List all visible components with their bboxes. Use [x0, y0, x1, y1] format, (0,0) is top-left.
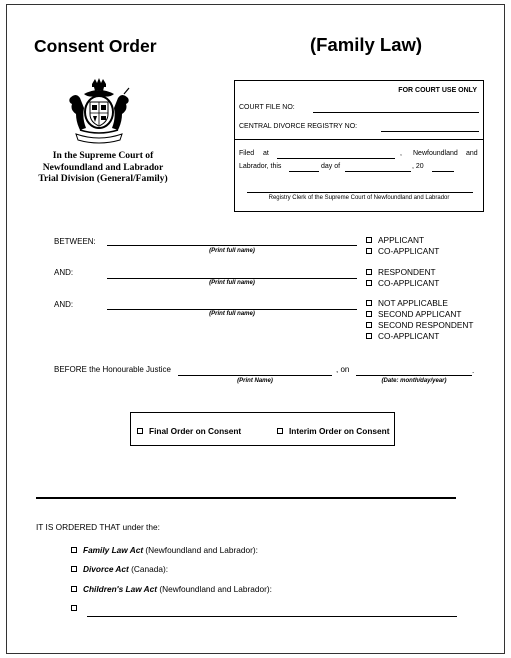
central-registry-label: CENTRAL DIVORCE REGISTRY NO: — [239, 123, 358, 130]
section-divider — [36, 497, 456, 499]
option-applicant[interactable]: APPLICANT — [366, 235, 424, 245]
party2-caption: (Print full name) — [209, 280, 255, 286]
checkbox[interactable] — [71, 586, 77, 592]
act-family-law[interactable]: Family Law Act (Newfoundland and Labrador): — [71, 545, 258, 555]
filed-day-field[interactable] — [289, 171, 319, 172]
final-order-option[interactable]: Final Order on Consent — [137, 426, 241, 436]
ordered-intro: IT IS ORDERED THAT under the: — [36, 522, 160, 532]
justice-name-caption: (Print Name) — [237, 378, 273, 384]
between-label: BETWEEN: — [54, 237, 96, 246]
act-childrens-law[interactable]: Children's Law Act (Newfoundland and Labrador): — [71, 584, 272, 594]
checkbox[interactable] — [366, 322, 372, 328]
option-second-applicant[interactable]: SECOND APPLICANT — [366, 309, 461, 319]
option-co-applicant-2[interactable]: CO-APPLICANT — [366, 278, 439, 288]
registry-clerk-signature[interactable] — [247, 192, 473, 193]
act-other-field[interactable] — [87, 616, 457, 617]
party1-name-field[interactable] — [107, 245, 357, 246]
court-use-heading: FOR COURT USE ONLY — [398, 87, 477, 94]
order-date-caption: (Date: month/day/year) — [381, 378, 447, 384]
checkbox[interactable] — [366, 269, 372, 275]
order-date-field[interactable] — [356, 375, 472, 376]
checkbox[interactable] — [71, 547, 77, 553]
court-name: In the Supreme Court of Newfoundland and Labrador Trial Division (General/Family) — [38, 150, 168, 184]
coat-of-arms-icon — [66, 78, 132, 144]
document-title: Consent Order — [34, 36, 157, 56]
central-registry-field[interactable] — [381, 131, 479, 132]
party2-name-field[interactable] — [107, 278, 357, 279]
filed-at-label: at — [263, 150, 269, 157]
act-other[interactable] — [71, 603, 83, 613]
document-subtitle: (Family Law) — [310, 34, 423, 55]
filed-label: Filed — [239, 150, 255, 157]
option-not-applicable[interactable]: NOT APPLICABLE — [366, 298, 448, 308]
order-type-box — [130, 412, 395, 446]
court-file-label: COURT FILE NO: — [239, 104, 295, 111]
before-justice-label: BEFORE the Honourable Justice — [54, 365, 171, 374]
filed-year-field[interactable] — [432, 171, 454, 172]
filed-month-field[interactable] — [345, 171, 411, 172]
option-co-applicant-1[interactable]: CO-APPLICANT — [366, 246, 439, 256]
checkbox[interactable] — [71, 605, 77, 611]
checkbox[interactable] — [366, 300, 372, 306]
option-respondent[interactable]: RESPONDENT — [366, 267, 436, 277]
party3-name-field[interactable] — [107, 309, 357, 310]
checkbox[interactable] — [137, 428, 143, 434]
option-second-respondent[interactable]: SECOND RESPONDENT — [366, 320, 473, 330]
filed-location-field[interactable] — [277, 158, 395, 159]
court-use-box: FOR COURT USE ONLY COURT FILE NO: CENTRAL DIVORCE REGISTRY NO: Filed at , Newfoundland and Labrador, this day of , 20 Registry Clerk of the Supreme Court of Newfoundland and Labrador — [234, 80, 484, 212]
interim-order-option[interactable]: Interim Order on Consent — [277, 426, 390, 436]
option-co-applicant-3[interactable]: CO-APPLICANT — [366, 331, 439, 341]
justice-name-field[interactable] — [178, 375, 332, 376]
party1-caption: (Print full name) — [209, 248, 255, 254]
court-file-field[interactable] — [313, 112, 479, 113]
checkbox[interactable] — [366, 333, 372, 339]
checkbox[interactable] — [71, 566, 77, 572]
checkbox[interactable] — [277, 428, 283, 434]
checkbox[interactable] — [366, 280, 372, 286]
checkbox[interactable] — [366, 248, 372, 254]
checkbox[interactable] — [366, 311, 372, 317]
party3-caption: (Print full name) — [209, 311, 255, 317]
checkbox[interactable] — [366, 237, 372, 243]
and-label-2: AND: — [54, 300, 74, 309]
on-label: , on — [336, 365, 350, 374]
and-label-1: AND: — [54, 268, 74, 277]
act-divorce[interactable]: Divorce Act (Canada): — [71, 564, 168, 574]
registry-clerk-caption: Registry Clerk of the Supreme Court of Newfoundland and Labrador — [268, 195, 450, 201]
